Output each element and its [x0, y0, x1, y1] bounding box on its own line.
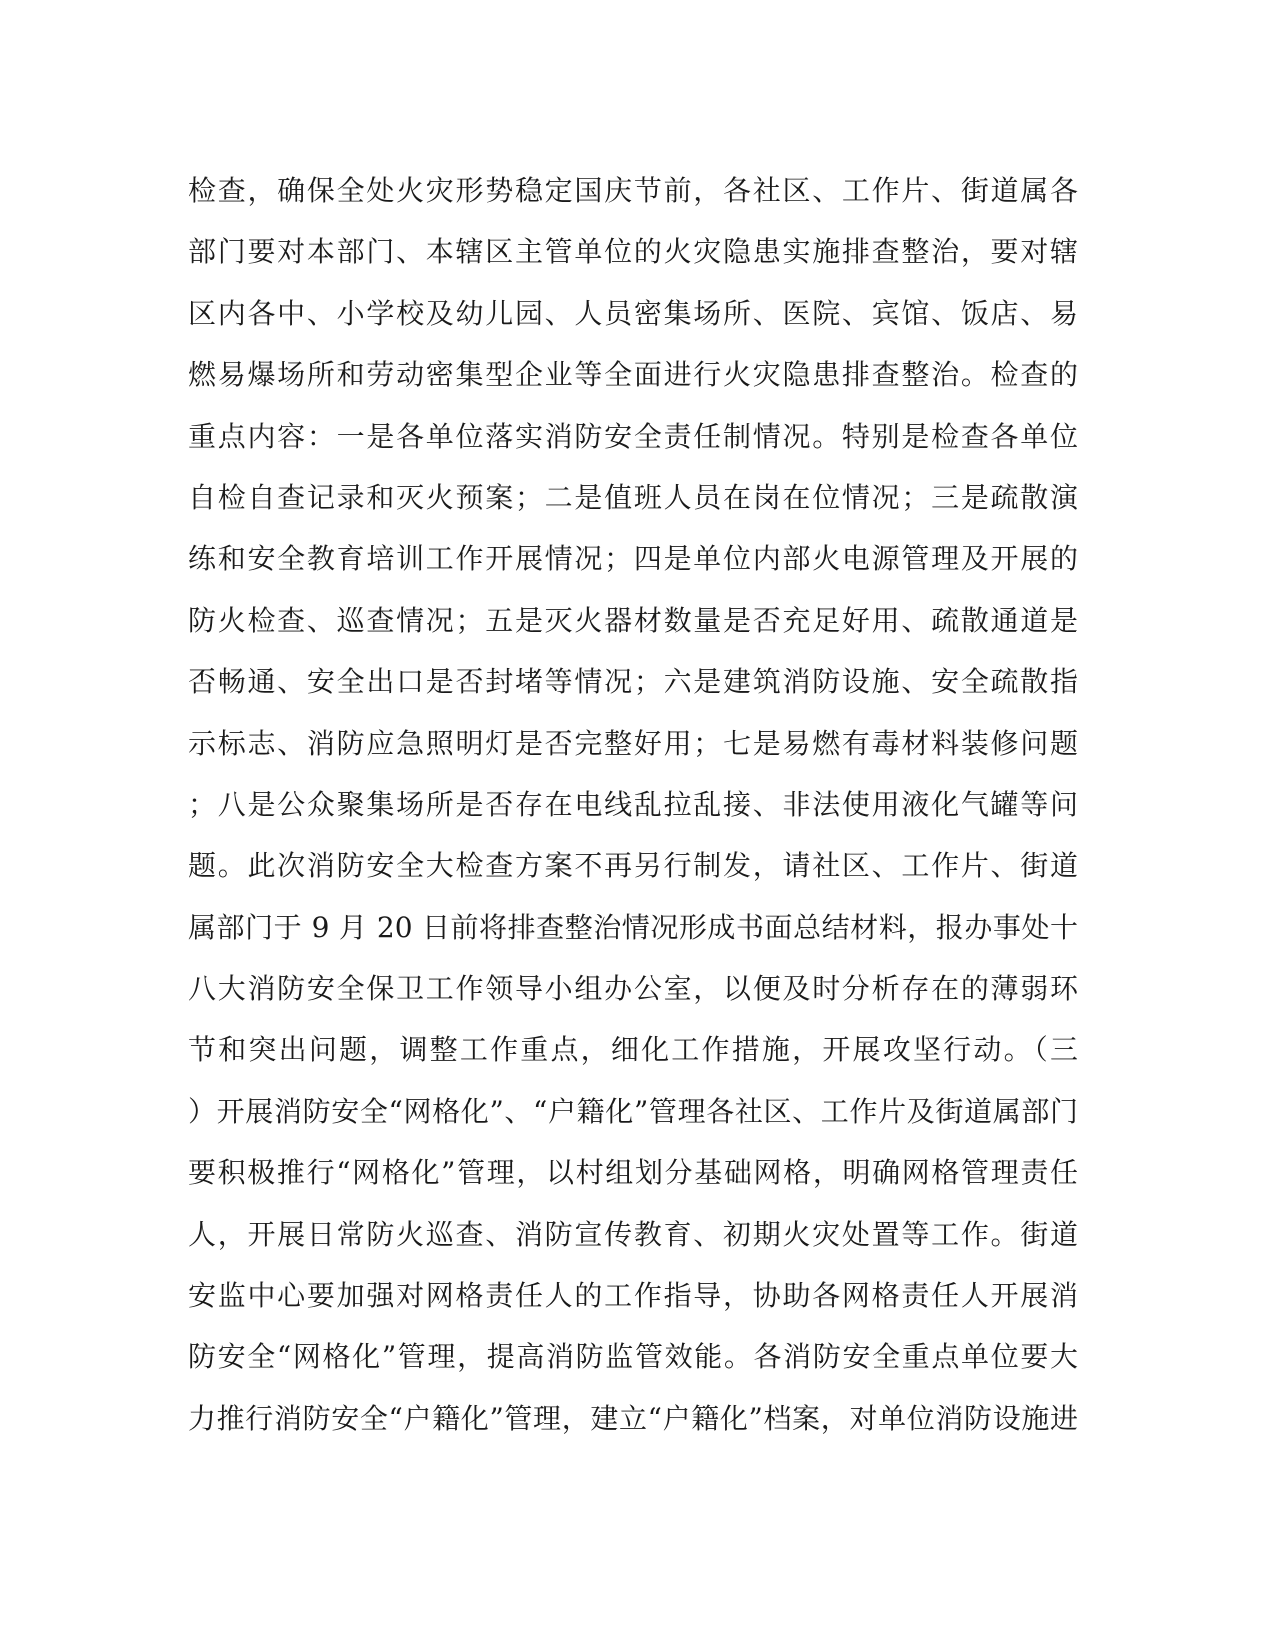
text-line: 区内各中、小学校及幼儿园、人员密集场所、医院、宾馆、饭店、易	[188, 296, 1078, 330]
text-line: 力推行消防安全“户籍化”管理，建立“户籍化”档案，对单位消防设施进	[188, 1401, 1078, 1435]
text-line: 节和突出问题，调整工作重点，细化工作措施，开展攻坚行动。（三	[188, 1033, 1078, 1067]
text-line: 人，开展日常防火巡查、消防宣传教育、初期火灾处置等工作。街道	[188, 1217, 1078, 1251]
body-text	[188, 160, 1078, 1449]
text-line: 要积极推行“网格化”管理，以村组划分基础网格，明确网格管理责任	[188, 1156, 1078, 1190]
text-line: 题。此次消防安全大检查方案不再另行制发，请社区、工作片、街道	[188, 849, 1078, 883]
text-line: 防火检查、巡查情况；五是灭火器材数量是否充足好用、疏散通道是	[188, 603, 1078, 637]
text-line: 安监中心要加强对网格责任人的工作指导，协助各网格责任人开展消	[188, 1279, 1078, 1313]
text-line: 部门要对本部门、本辖区主管单位的火灾隐患实施排查整治，要对辖	[188, 235, 1078, 269]
text-line: 八大消防安全保卫工作领导小组办公室，以便及时分析存在的薄弱环	[188, 972, 1078, 1006]
text-line: 自检自查记录和灭火预案；二是值班人员在岗在位情况；三是疏散演	[188, 480, 1078, 514]
text-line: ）开展消防安全“网格化”、“户籍化”管理各社区、工作片及街道属部门	[188, 1094, 1078, 1128]
text-line: 防安全“网格化”管理，提高消防监管效能。各消防安全重点单位要大	[188, 1340, 1078, 1374]
text-line: ；八是公众聚集场所是否存在电线乱拉乱接、非法使用液化气罐等问	[188, 787, 1078, 821]
text-line: 燃易爆场所和劳动密集型企业等全面进行火灾隐患排查整治。检查的	[188, 358, 1078, 392]
text-line: 示标志、消防应急照明灯是否完整好用；七是易燃有毒材料装修问题	[188, 726, 1078, 760]
text-line: 属部门于 9 月 20 日前将排查整治情况形成书面总结材料，报办事处十	[188, 910, 1078, 944]
text-line: 练和安全教育培训工作开展情况；四是单位内部火电源管理及开展的	[188, 542, 1078, 576]
text-line: 否畅通、安全出口是否封堵等情况；六是建筑消防设施、安全疏散指	[188, 665, 1078, 699]
text-line: 重点内容：一是各单位落实消防安全责任制情况。特别是检查各单位	[188, 419, 1078, 453]
text-line: 检查，确保全处火灾形势稳定国庆节前，各社区、工作片、街道属各	[188, 174, 1078, 207]
